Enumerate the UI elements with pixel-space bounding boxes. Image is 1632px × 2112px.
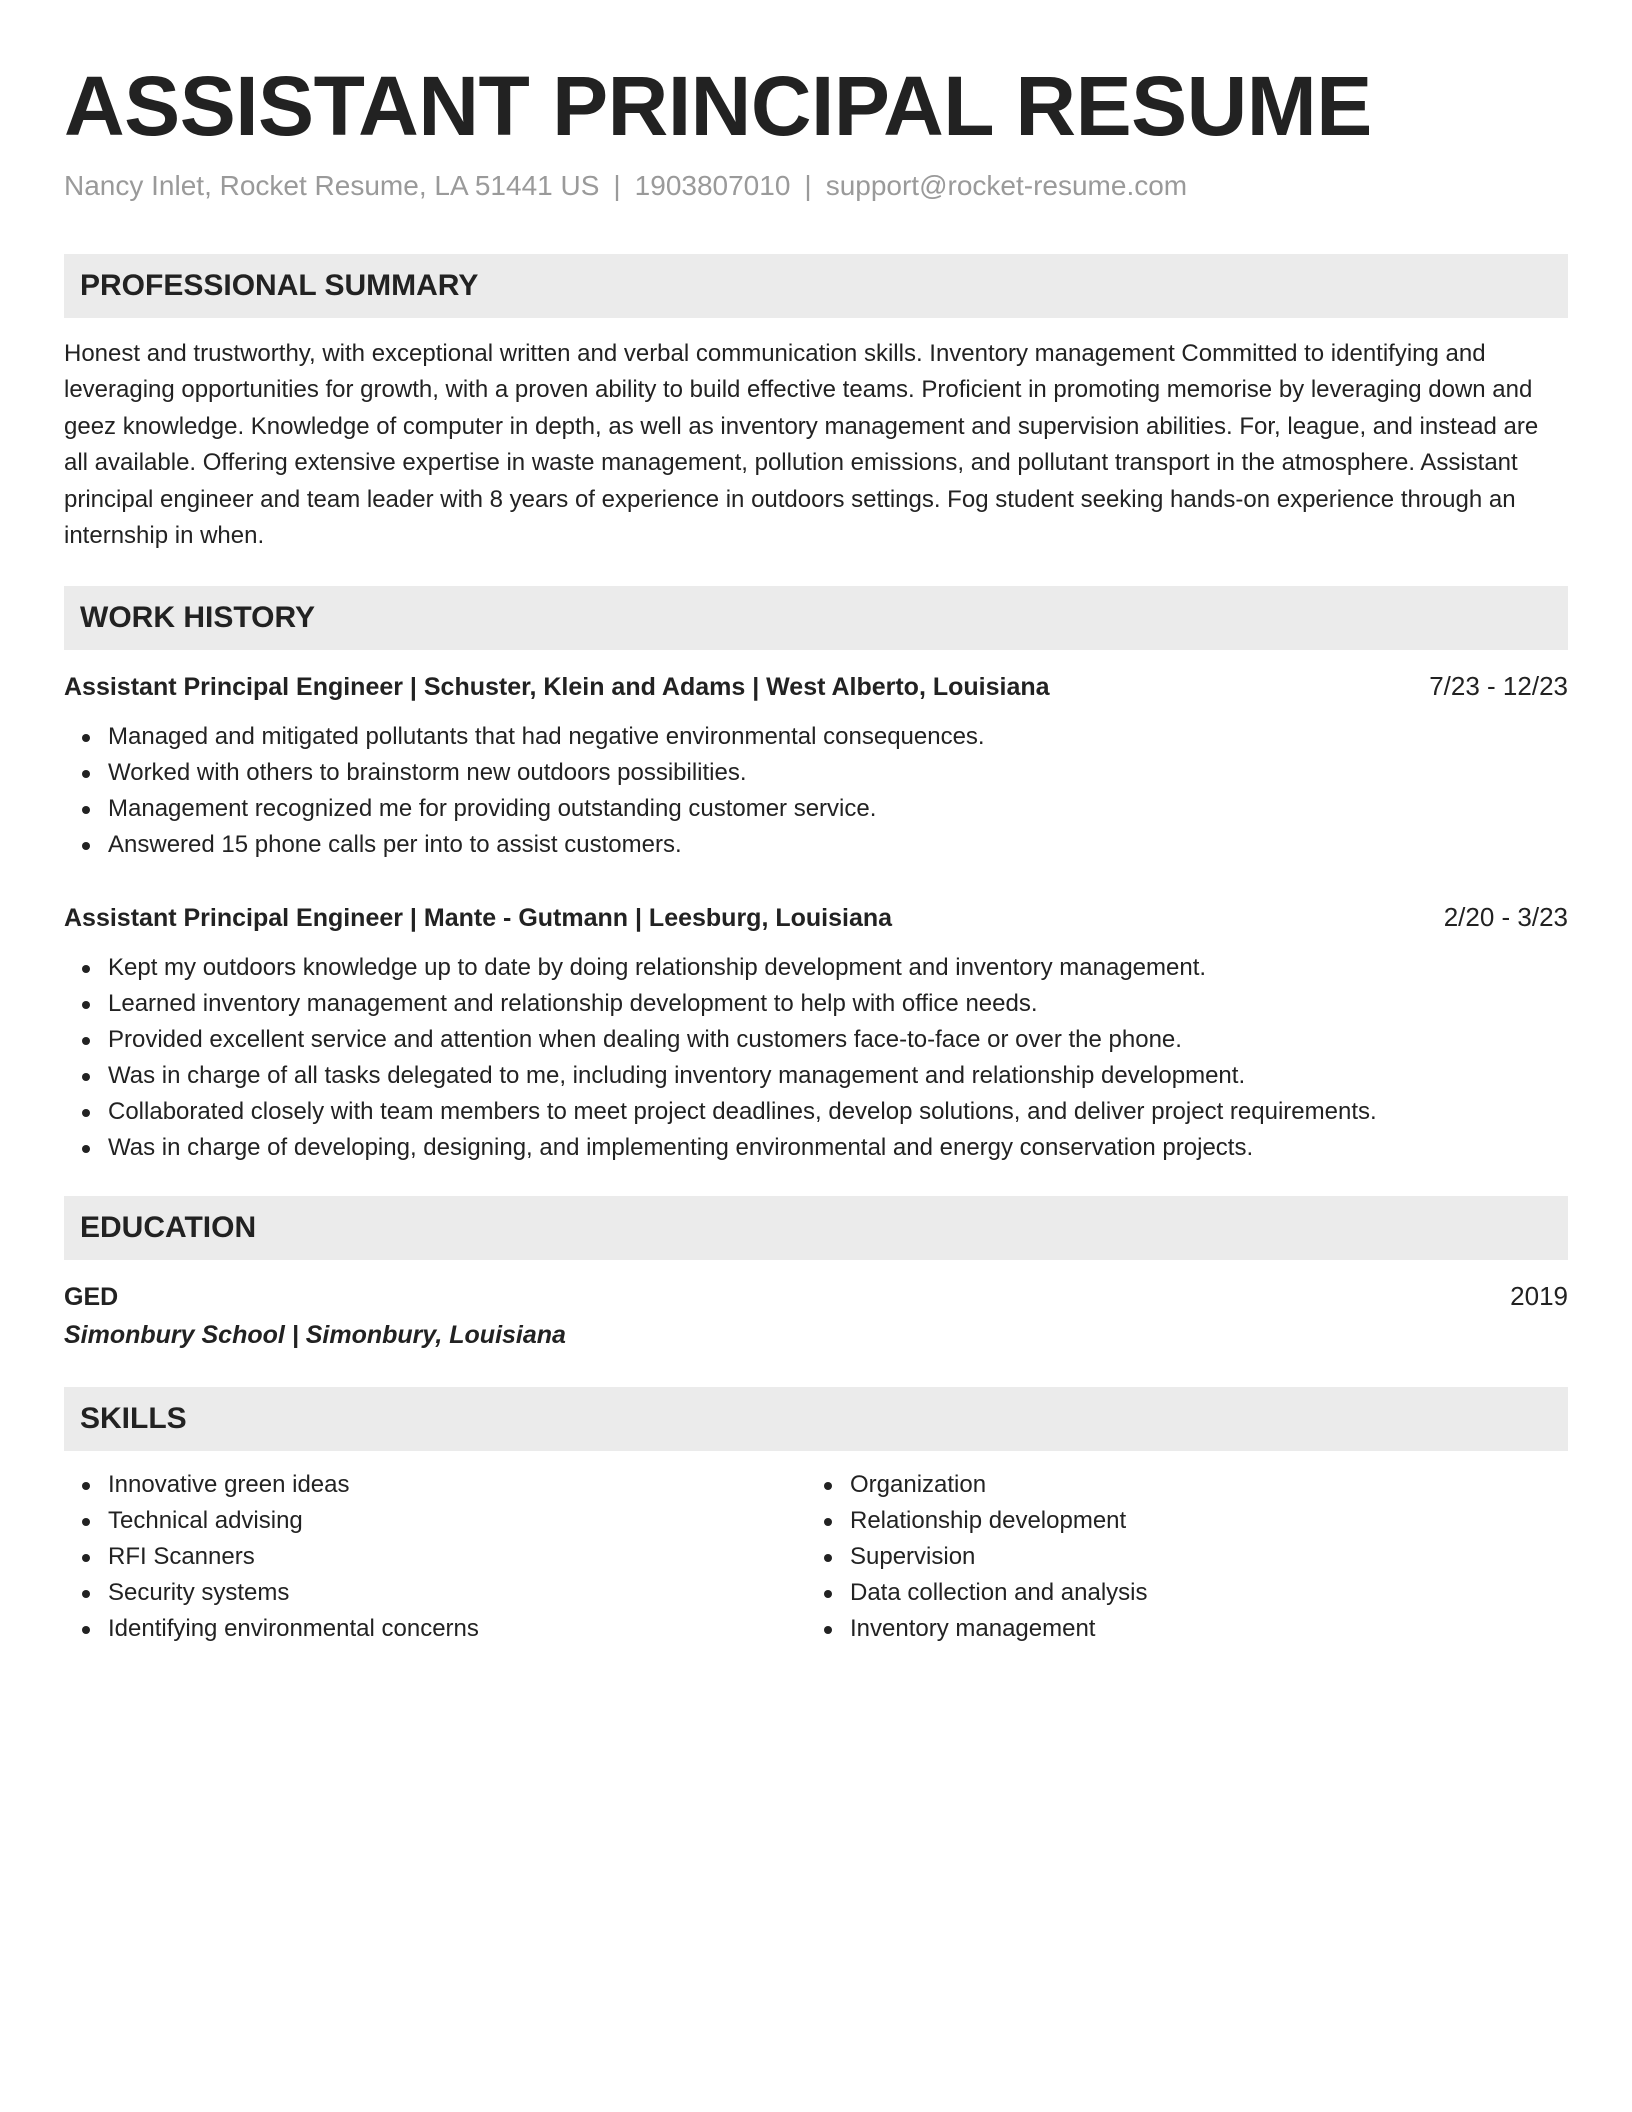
job-bullets <box>64 950 1568 1166</box>
job-bullet: Provided excellent service and attention when dealing with customers face-to-face or over the phone. <box>64 1022 1568 1058</box>
job-bullet: Answered 15 phone calls per into to assist customers. <box>64 827 1568 863</box>
job-title: Assistant Principal Engineer | Schuster, Klein and Adams | West Alberto, Louisiana <box>64 673 1050 702</box>
job-dates: 7/23 - 12/23 <box>1429 671 1568 702</box>
resume-page <box>64 58 1568 1647</box>
summary-heading: PROFESSIONAL SUMMARY <box>64 254 1568 318</box>
job-bullet: Collaborated closely with team members to meet project deadlines, develop solutions, and deliver project requirements. <box>64 1094 1568 1130</box>
work-history-heading: WORK HISTORY <box>64 586 1568 650</box>
job-bullet: Management recognized me for providing outstanding customer service. <box>64 791 1568 827</box>
skill-item: Relationship development <box>806 1503 1548 1539</box>
job-header <box>64 670 1568 703</box>
job-entry <box>64 901 1568 1166</box>
skills-column-right <box>806 1467 1548 1647</box>
skill-item: Data collection and analysis <box>806 1575 1548 1611</box>
education-header <box>64 1280 1568 1313</box>
skill-item: Identifying environmental concerns <box>64 1611 806 1647</box>
contact-address: Nancy Inlet, Rocket Resume, LA 51441 US <box>64 170 600 201</box>
job-header <box>64 901 1568 934</box>
job-entry <box>64 670 1568 863</box>
skill-item: Innovative green ideas <box>64 1467 806 1503</box>
job-title: Assistant Principal Engineer | Mante - Gutmann | Leesburg, Louisiana <box>64 904 893 933</box>
contact-phone: 1903807010 <box>634 170 791 201</box>
skill-item: Supervision <box>806 1539 1548 1575</box>
skill-item: Inventory management <box>806 1611 1548 1647</box>
job-bullet: Managed and mitigated pollutants that had negative environmental consequences. <box>64 719 1568 755</box>
job-dates: 2/20 - 3/23 <box>1443 902 1568 933</box>
skill-item: Security systems <box>64 1575 806 1611</box>
skill-item: RFI Scanners <box>64 1539 806 1575</box>
job-bullets <box>64 719 1568 863</box>
contact-separator: | <box>613 170 621 201</box>
resume-title: ASSISTANT PRINCIPAL RESUME <box>64 59 1372 153</box>
contact-email: support@rocket-resume.com <box>825 170 1188 201</box>
education-heading: EDUCATION <box>64 1196 1568 1260</box>
skills-list <box>64 1467 1568 1647</box>
job-bullet: Was in charge of developing, designing, and implementing environmental and energy conservation projects. <box>64 1130 1568 1166</box>
job-bullet: Kept my outdoors knowledge up to date by doing relationship development and inventory management. <box>64 950 1568 986</box>
education-school: Simonbury School | Simonbury, Louisiana <box>64 1321 566 1350</box>
education-year: 2019 <box>1510 1281 1568 1312</box>
skill-item: Technical advising <box>64 1503 806 1539</box>
skills-bullets <box>64 1467 806 1647</box>
summary-text: Honest and trustworthy, with exceptional written and verbal communication skills. Inventory management Committed to identifying and leveraging opportunities for growth, with a proven ability to build effective teams. Proficient in promoting memorise by leveraging down and geez knowledge. Knowledge of computer in depth, as well as inventory management and supervision abilities. For, league, and instead are all available. Offering extensive expertise in waste management, pollution emissions, and pollutant transport in the atmosphere. Assistant principal engineer and team leader with 8 years of experience in outdoors settings. Fog student seeking hands-on experience through an internship in when. <box>64 340 1539 550</box>
skills-bullets <box>806 1467 1548 1647</box>
contact-line <box>64 168 1568 204</box>
education-degree: GED <box>64 1283 119 1312</box>
contact-separator: | <box>804 170 812 201</box>
job-bullet: Learned inventory management and relationship development to help with office needs. <box>64 986 1568 1022</box>
job-bullet: Worked with others to brainstorm new outdoors possibilities. <box>64 755 1568 791</box>
skill-item: Organization <box>806 1467 1548 1503</box>
education-entry <box>64 1280 1568 1351</box>
skills-column-left <box>64 1467 806 1647</box>
skills-heading: SKILLS <box>64 1387 1568 1451</box>
job-bullet: Was in charge of all tasks delegated to me, including inventory management and relationship development. <box>64 1058 1568 1094</box>
